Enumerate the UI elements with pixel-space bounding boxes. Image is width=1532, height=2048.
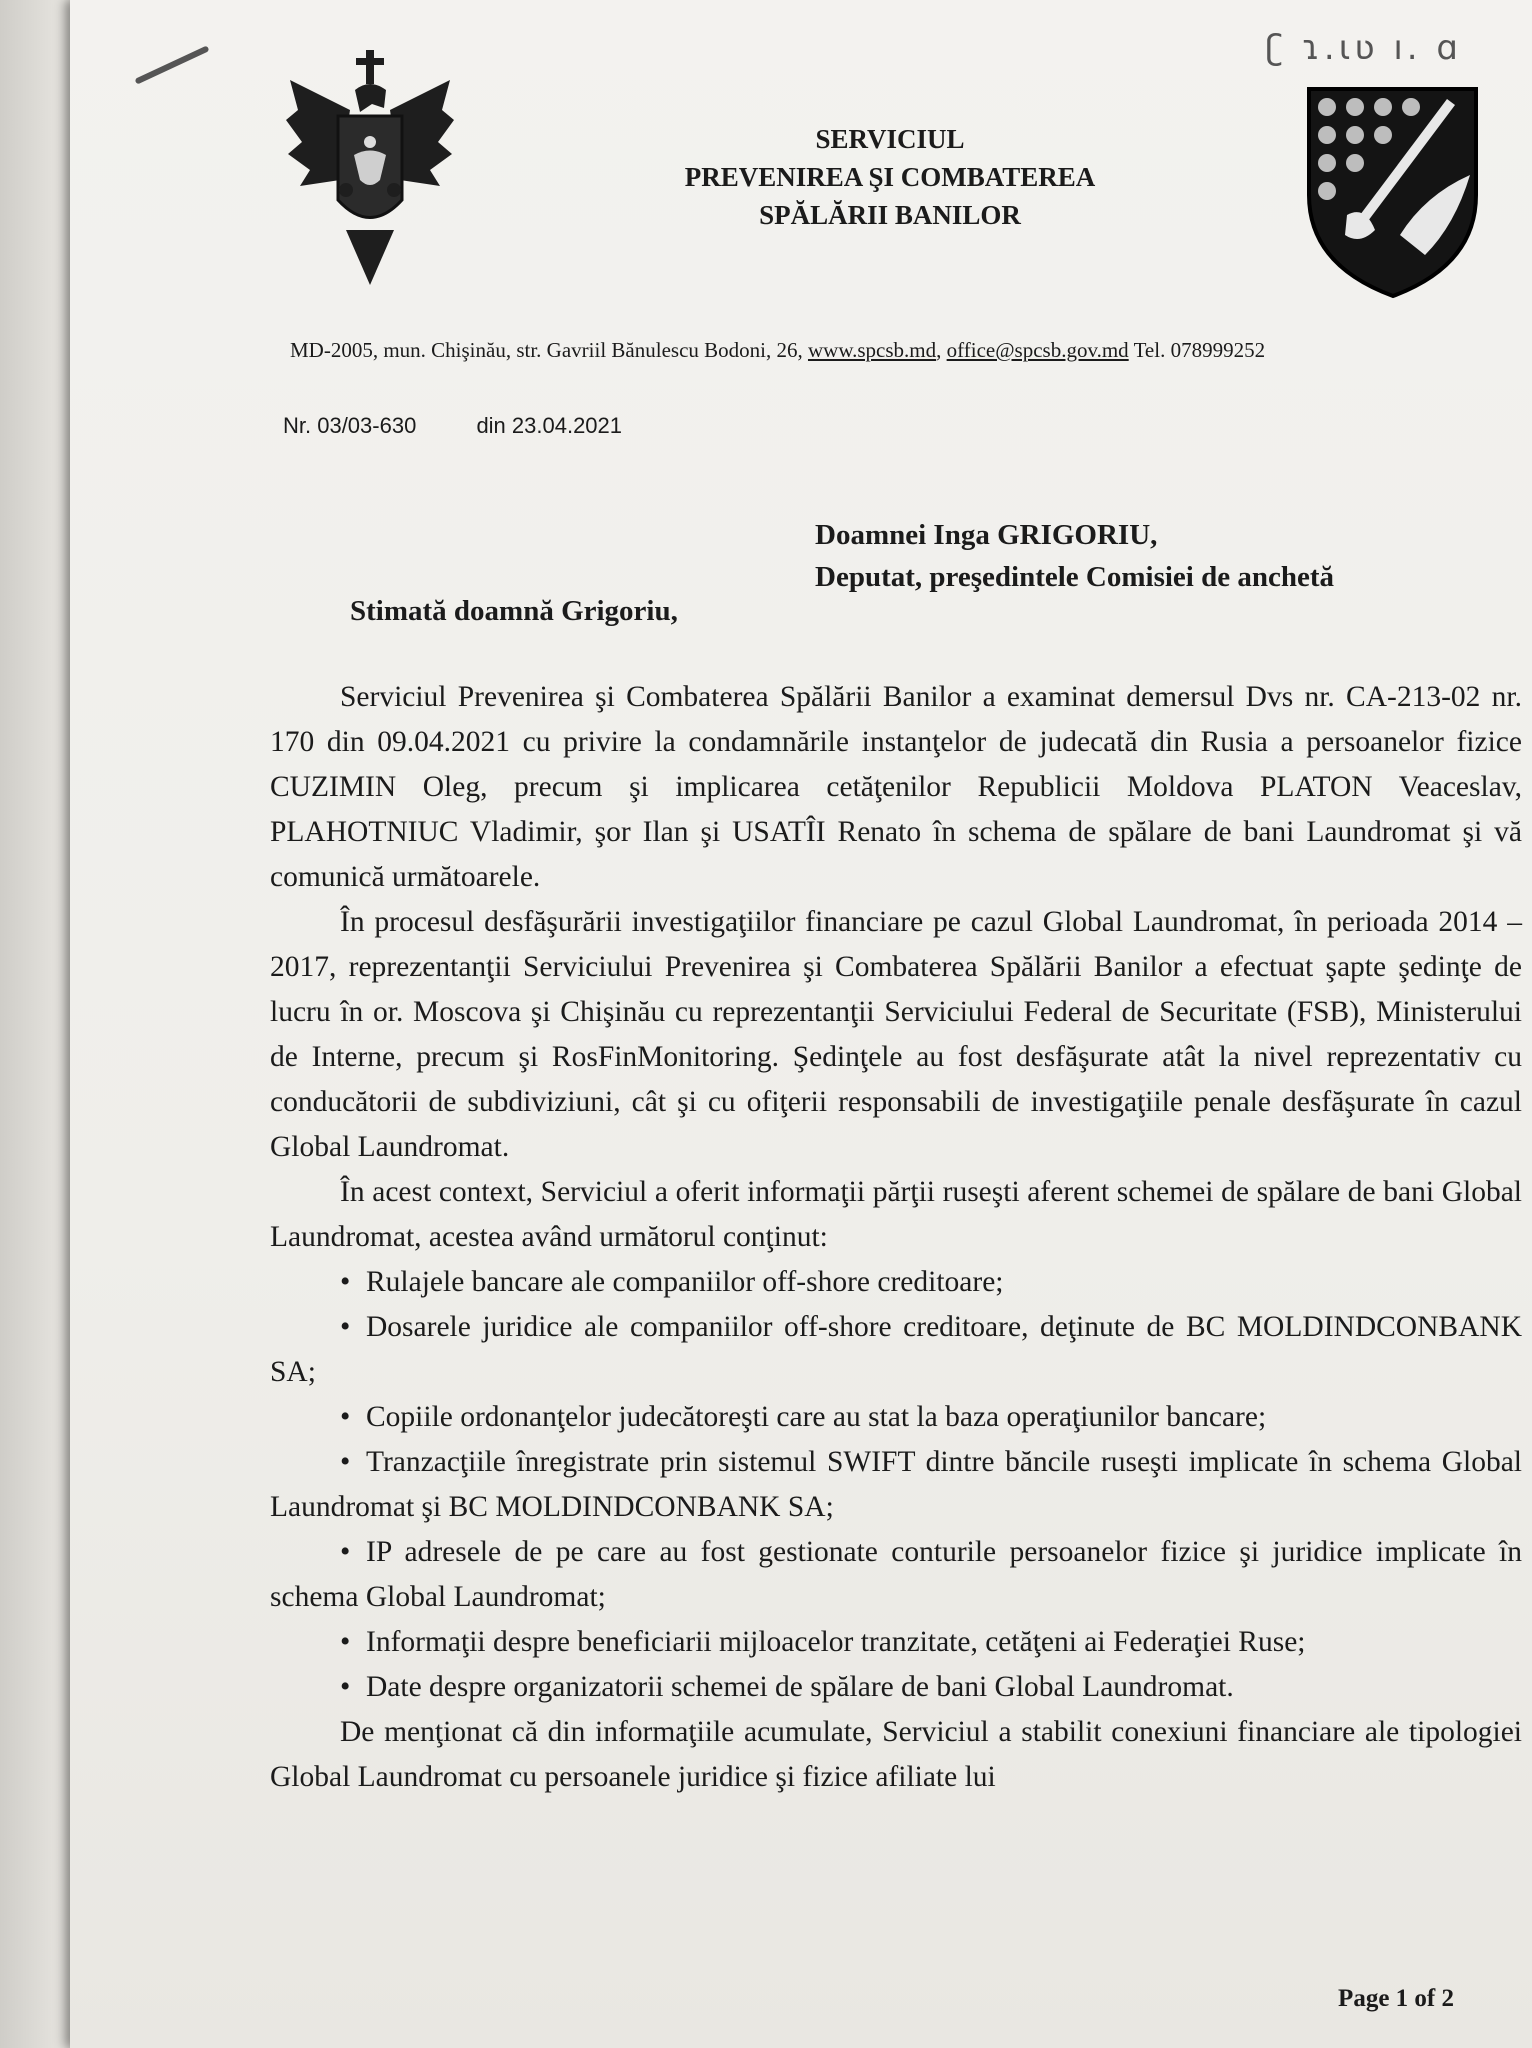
- handwritten-note: ʗ ɿ.ɩʋ ı. ɑ: [1265, 28, 1462, 68]
- email-link[interactable]: office@spcsb.gov.md: [946, 338, 1129, 362]
- phone-number: Tel. 078999252: [1133, 338, 1266, 362]
- list-item: [270, 1620, 1522, 1665]
- body-paragraph: În procesul desfăşurării investigaţiilor financiare pe cazul Global Laundromat, în perioada 2014 – 2017, reprezentanţii Serviciului Prevenirea şi Combaterea Spălării Banilor a efectuat şapte şedinţe de lucru în or. Moscova şi Chişinău cu reprezentanţii Serviciului Federal de Securitate (FSB), Ministerului de Interne, precum şi RosFinMonitoring. Şedinţele au fost desfăşurate atât la nivel reprezentativ cu conducătorii de subdiviziuni, cât şi cu ofiţerii responsabili de investigaţiile penale desfăşurate în cazul Global Laundromat.: [270, 906, 1522, 1163]
- salutation: Stimată doamnă Grigoriu,: [350, 595, 678, 627]
- document-page: [70, 0, 1532, 2048]
- list-item: [270, 1530, 1522, 1620]
- bullet-icon: •: [340, 1446, 351, 1478]
- addressee-name: Doamnei Inga GRIGORIU,: [815, 519, 1158, 551]
- list-item-text: Informaţii despre beneficiarii mijloacelor tranzitate, cetăţeni ai Federaţiei Ruse;: [366, 1626, 1306, 1658]
- organization-title: [630, 120, 1150, 234]
- body-paragraph: În acest context, Serviciul a oferit informaţii părţii ruseşti aferent schemei de spălare de bani Global Laundromat, acestea având următorul conţinut:: [270, 1176, 1522, 1253]
- reference-date: din 23.04.2021: [476, 413, 623, 438]
- addressee-block: [815, 514, 1515, 598]
- bullet-icon: •: [340, 1626, 351, 1658]
- body-paragraph: Serviciul Prevenirea şi Combaterea Spălării Banilor a examinat demersul Dvs nr. CA-213-02 nr. 170 din 09.04.2021 cu privire la condamnările instanţelor de judecată din Rusia a persoanelor fizice CUZIMIN Oleg, precum şi implicarea cetăţenilor Republicii Moldova PLATON Veaceslav, PLAHOTNIUC Vladimir, şor Ilan şi USATÎI Renato în schema de spălare de bani Laundromat şi vă comunică următoarele.: [270, 681, 1522, 893]
- bullet-icon: •: [340, 1671, 351, 1703]
- bullet-list: [270, 1260, 1522, 1710]
- address-text: MD-2005, mun. Chişinău, str. Gavriil Bănulescu Bodoni, 26,: [290, 338, 803, 362]
- addressee-title: Deputat, preşedintele Comisiei de anchetă: [815, 561, 1334, 593]
- bullet-icon: •: [340, 1311, 351, 1343]
- body-paragraph: De menţionat că din informaţiile acumulate, Serviciul a stabilit conexiuni financiare ale tipologiei Global Laundromat cu persoanele juridice şi fizice afiliate lui: [270, 1716, 1522, 1793]
- list-item: [270, 1305, 1522, 1395]
- org-title-line: SPĂLĂRII BANILOR: [759, 200, 1021, 230]
- website-link[interactable]: www.spcsb.md: [807, 338, 937, 362]
- list-item-text: Copiile ordonanţelor judecătoreşti care au stat la baza operaţiunilor bancare;: [366, 1401, 1267, 1433]
- org-title-line: PREVENIREA ŞI COMBATEREA: [684, 162, 1096, 192]
- org-title-line: SERVICIUL: [815, 124, 965, 154]
- list-item: [270, 1665, 1522, 1710]
- list-item-text: Tranzacţiile înregistrate prin sistemul SWIFT dintre băncile ruseşti implicate în schema Global Laundromat şi BC MOLDINDCONBANK SA;: [270, 1446, 1522, 1523]
- reference-number: Nr. 03/03-630: [283, 413, 417, 438]
- list-item: [270, 1395, 1522, 1440]
- bullet-icon: •: [340, 1401, 351, 1433]
- list-item-text: Dosarele juridice ale companiilor off-shore creditoare, deţinute de BC MOLDINDCONBANK SA;: [270, 1311, 1522, 1388]
- list-item: [270, 1440, 1522, 1530]
- bullet-icon: •: [340, 1536, 351, 1568]
- list-item-text: IP adresele de pe care au fost gestionate conturile persoanelor fizice şi juridice implicate în schema Global Laundromat;: [270, 1536, 1522, 1613]
- list-item-text: Date despre organizatorii schemei de spălare de bani Global Laundromat.: [366, 1671, 1234, 1703]
- list-item: [270, 1260, 1522, 1305]
- letter-body: [270, 675, 1522, 1800]
- list-item-text: Rulajele bancare ale companiilor off-shore creditoare;: [366, 1266, 1004, 1298]
- moldova-coat-of-arms-icon: [280, 50, 460, 290]
- contact-address-line: MD-2005, mun. Chişinău, str. Gavriil Bănulescu Bodoni, 26, www.spcsb.md, office@spcsb.gov.md Tel. 078999252: [290, 338, 1266, 362]
- pen-mark: [134, 45, 209, 84]
- page-number: Page 1 of 2: [1338, 1985, 1454, 2012]
- reference-line: [283, 413, 622, 439]
- bullet-icon: •: [340, 1266, 351, 1298]
- service-emblem-icon: [1305, 85, 1480, 300]
